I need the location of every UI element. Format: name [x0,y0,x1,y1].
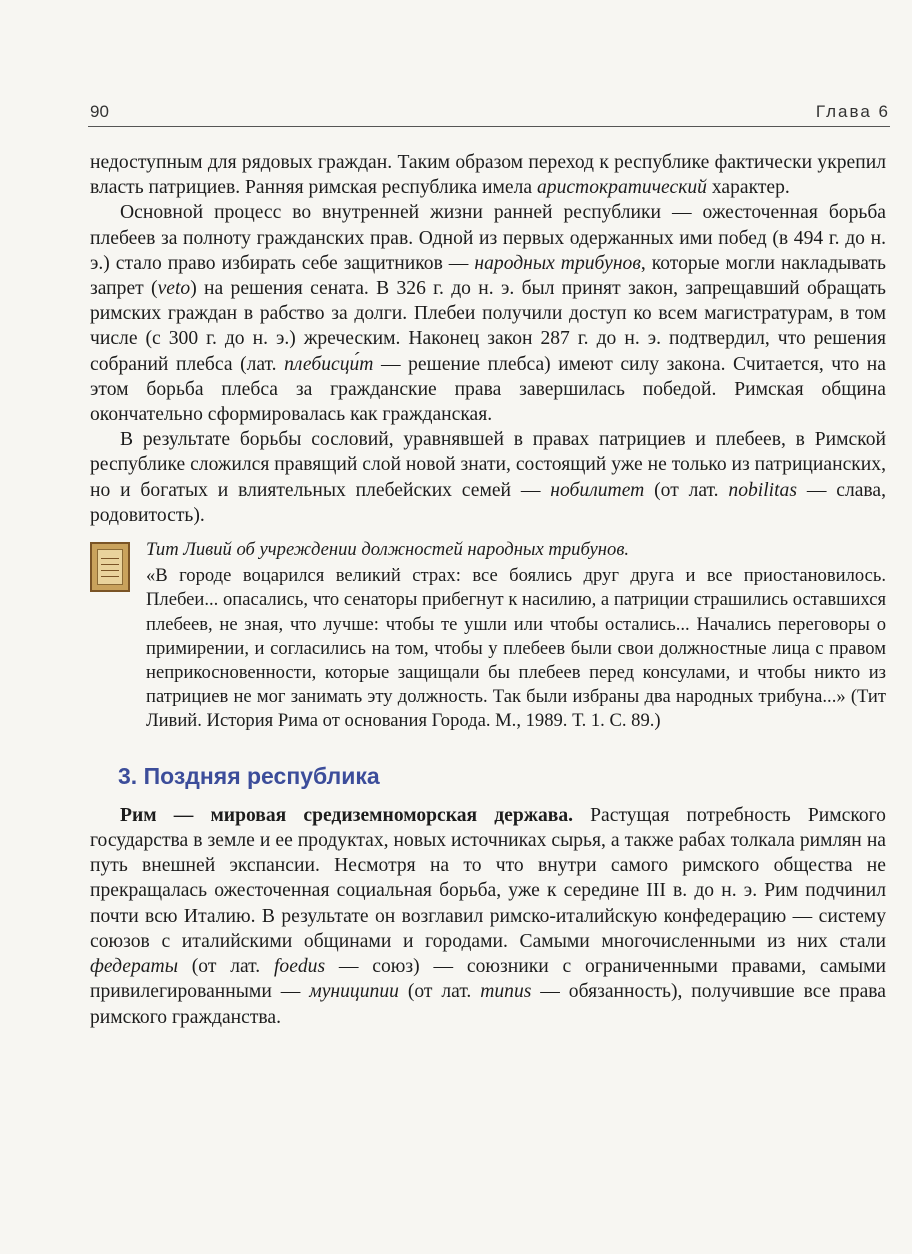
term-nobilitas: nobilitas [728,479,797,501]
paragraph-text: ) на решения сената. В 326 г. до н. э. был принят закон, запрещавший обращать римских граждан в рабство за долги. Плебеи получили доступ ко всем магистратурам, в том числе (с 300 г. до н. э.) жреческим. Наконец закон 287 г. до н. э. подтвердил, что решения собраний плебса (лат. [90,278,886,375]
paragraph-text: Основной процесс во внутренней жизни ранней республики — ожесточенная борьба плебеев за полноту гражданских прав. Одной из первых одержанных ими побед (в 494 г. до н. э.) стало право избирать себе защитников — [90,202,886,274]
document-text: «В городе воцарился великий страх: все боялись друг друга и все приостановилось. Плебеи... опасались, что сенаторы прибегнут к насилию, а патриции страшились оставшихся плебеев, не зная, что лучше: чтобы те ушли или чтобы остались... Начались переговоры о примирении, и согласились на том, чтобы у плебеев были свои должностные лица с правом неприкосновенности, которые защищали бы плебеев перед консулами, и чтобы никто из патрициев не мог занимать эту должность. Так были избраны два народных трибуна...» (Тит Ливий. История Рима от основания Города. М., 1989. Т. 1. С. 89.) [146,565,886,732]
paragraph-3 [90,427,886,528]
paragraph-text: — решение плебса) имеют силу закона. Считается, что на этом борьба плебса за гражданские права завершилась победой. Римская община окончательно сформировалась как гражданская. [90,353,886,426]
term-municipia: муниципии [309,981,399,1003]
page-number: 90 [90,102,109,121]
paragraph-text: В результате борьбы сословий, уравнявшей в правах патрициев и плебеев, в Римской республике сложился правящий слой новой знати, состоящий уже не только из патрицианских, но и богатых и влиятельных плебейских семей — [90,429,886,501]
term-aristocratic: аристократический [536,177,707,199]
paragraph-text: характер. [706,177,790,199]
term-federates: федераты [90,956,178,978]
header-rule [88,126,890,127]
paragraph-2 [90,200,886,427]
term-foedus: foedus [273,956,326,978]
section-heading: 3. Поздняя республика [118,762,380,789]
term-nobility: нобилитет [550,479,645,501]
paragraph-text: недоступным для рядовых граждан. Таким образом переход к республике фактически укрепил власть патрициев. Ранняя римская республика имела [90,152,886,199]
document-excerpt [90,538,886,734]
term-tribunes: народных трибунов [474,252,641,274]
chapter-label: Глава 6 [815,102,890,121]
document-scroll-icon [90,542,130,592]
term-veto: veto [157,278,191,300]
term-plebiscite: плебисци́т [284,353,374,375]
paragraph-4 [90,803,886,1030]
term-munus: munus [480,981,532,1003]
paragraph-text: — обязанность), получившие все права римского гражданства. [90,981,887,1028]
paragraph-text: (от лат. [644,479,729,501]
page-header [90,100,890,122]
document-title: Тит Ливий об учреждении должностей народных трибунов. [146,539,630,561]
paragraph-text: (от лат. [398,981,481,1003]
paragraph-text: — слава, родовитость). [90,479,887,526]
paragraph-text: , которые могли накладывать запрет ( [90,252,886,300]
paragraph-1 [90,150,886,200]
paragraph-text: Растущая потребность Римского государства в земле и ее продуктах, новых источниках сырья, а также рабах толкала римлян на путь внешней экспансии. Несмотря на то что внутри самого римского общества не прекращалась ожесточенная социальная борьба, уже к середине III в. до н. э. Рим подчинил почти всю Италию. В результате он возглавил римско-италийскую конфедерацию — систему союзов с италийскими общинами и городами. Самыми многочисленными из них стали [90,804,886,952]
subsection-heading: Рим — мировая средиземноморская держава. [120,804,574,826]
page-body [90,150,886,1030]
paragraph-text: (от лат. [177,956,274,978]
paragraph-text: — союз) — союзники с ограниченными правами, самыми привилегированными — [90,956,886,1003]
